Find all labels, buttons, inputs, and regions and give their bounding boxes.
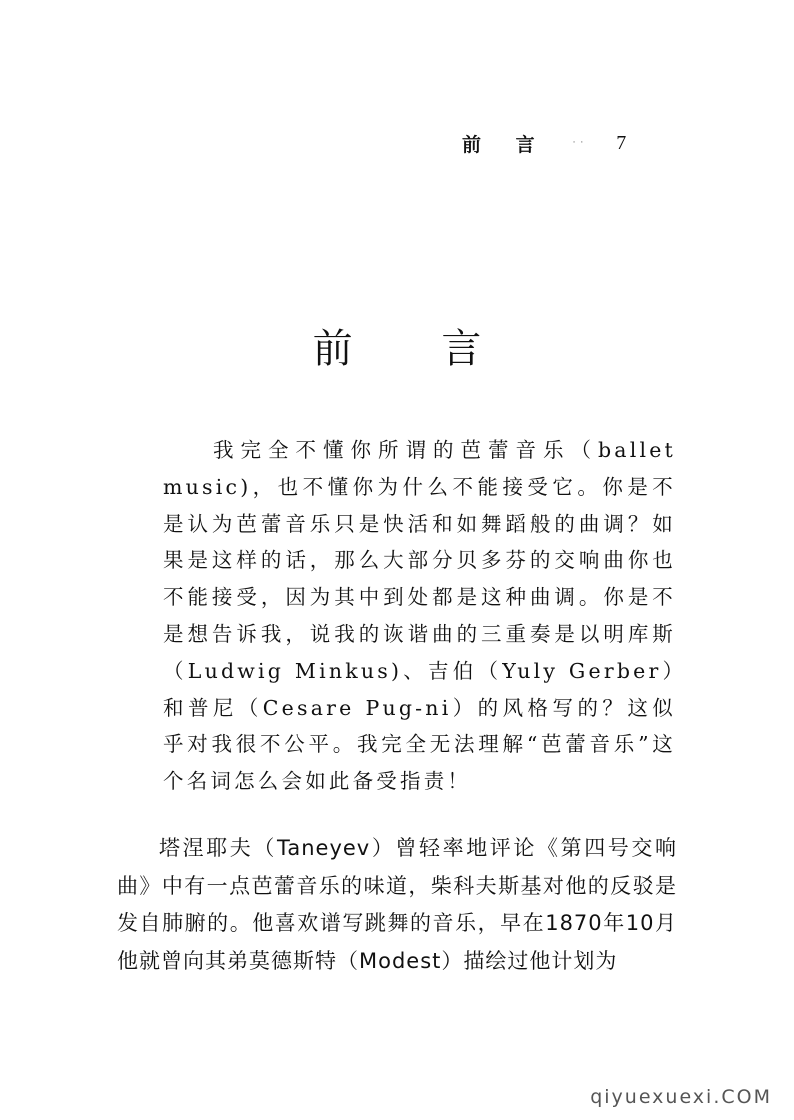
running-head (462, 128, 626, 158)
site-watermark: qiyuexuexi.COM (590, 1086, 772, 1108)
body-paragraph: 塔涅耶夫（Taneyev）曾轻率地评论《第四号交响曲》中有一点芭蕾音乐的味道，柴科夫斯基对他的反驳是发自肺腑的。他喜欢谱写跳舞的音乐，早在1870年10月他就曾向其弟莫德斯特（Modest）描绘过他计划为 (117, 836, 677, 973)
page-number: 7 (616, 131, 627, 154)
epigraph-quote: 我完全不懂你所谓的芭蕾音乐（ballet music)，也不懂你为什么不能接受它。你是不是认为芭蕾音乐只是快活和如舞蹈般的曲调？如果是这样的话，那么大部分贝多芬的交响曲你也不能接受，因为其中到处都是这种曲调。你是不是想告诉我，说我的诙谐曲的三重奏是以明库斯（Ludwig Minkus)、吉伯（Yuly Gerber）和普尼（Cesare Pug-ni）的风格写的？这似乎对我很不公平。我完全无法理解“芭蕾音乐”这个名词怎么会如此备受指责！ (163, 438, 676, 794)
running-head-ornament: · · (572, 138, 585, 148)
chapter-title: 前 言 (312, 325, 520, 372)
running-head-title: 前 言 (462, 133, 549, 156)
